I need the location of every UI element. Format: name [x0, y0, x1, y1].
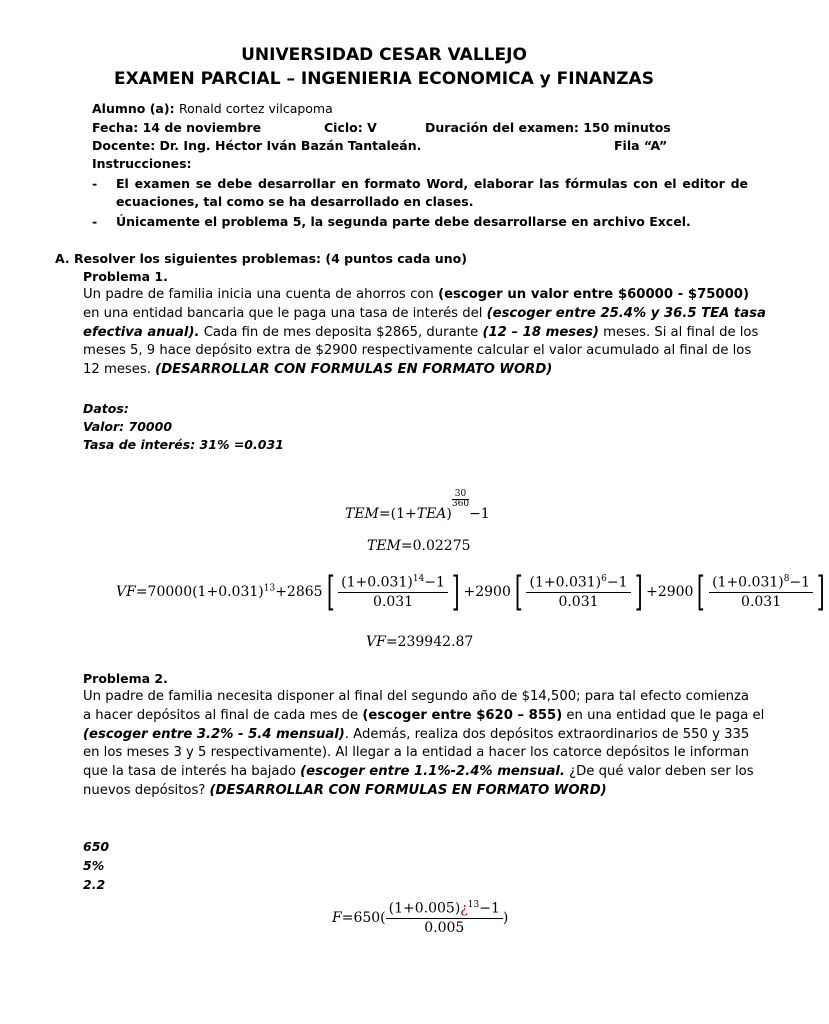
statement-text: (escoger un valor entre $60000 - $75000): [438, 287, 749, 302]
data-value: Valor: 70000: [83, 419, 173, 434]
statement-text: en una entidad bancaria que le paga una tasa de interés del: [83, 305, 487, 321]
statement-text: (DESARROLLAR CON FORMULAS EN FORMATO WORD): [155, 362, 553, 378]
equation-f: F=650( $\frac{(1+0.005)¿^{13}-1}{0.005}$ ): [332, 900, 509, 936]
instruction-item: El examen se debe desarrollar en formato Word, elaborar las fórmulas con el editor de ecuaciones, tal como se ha desarrollado en clases.: [116, 176, 748, 209]
statement-text: en los meses 3 y 5 respectivamente). Al llegar a la entidad a hacer los catorce depósitos le informan: [83, 745, 749, 761]
instruction-bullet: -: [92, 176, 98, 191]
statement-text: Un padre de familia inicia una cuenta de ahorros con: [83, 287, 439, 302]
statement-text: (escoger entre 3.2% - 5.4 mensual): [83, 726, 345, 742]
statement-line: [83, 361, 749, 380]
statement-text: ¿De qué valor deben ser los: [564, 764, 754, 780]
statement-line: [83, 286, 749, 305]
statement-text: Un padre de familia necesita disponer al final del segundo año de $14,500; para tal efecto comienza: [83, 689, 749, 704]
statement-text: (12 – 18 meses): [482, 324, 599, 340]
university-title: UNIVERSIDAD CESAR VALLEJO: [241, 45, 527, 65]
problem2-statement: [83, 688, 765, 801]
statement-text: nuevos depósitos?: [83, 782, 210, 798]
statement-text: meses. Si al final de los: [598, 324, 759, 340]
statement-line: [83, 305, 766, 324]
instructions-heading: Instrucciones:: [92, 156, 192, 171]
statement-line: [83, 707, 765, 726]
problem2-title: Problema 2.: [83, 671, 168, 686]
statement-text: (DESARROLLAR CON FORMULAS EN FORMATO WORD): [209, 782, 607, 798]
answer-value: 5%: [83, 858, 105, 873]
statement-text: . Además, realiza dos depósitos extraordinarios de 550 y 335: [344, 726, 750, 742]
equation-vf: $VF=70000(1+0.031)^{13}+2865$[ $\frac{(1+0.031)^{14}-1}{0.031}$ ] +2900[ $\frac{(1+0.031)^6-1}{0.031}$ ] +2900[ $\frac{(1+0.031)^8-1}{0.031}$ ]: [116, 569, 825, 615]
instruction-bullet: -: [92, 214, 98, 229]
equation-tem-value: TEM=0.02275: [367, 538, 471, 554]
row-label: Fila “A”: [614, 138, 668, 153]
cycle-label: Ciclo: V: [324, 120, 377, 135]
statement-text: meses 5, 9 hace depósito extra de $2900 respectivamente calcular el valor acumulado al final de los: [83, 343, 752, 359]
equation-tem: TEM=(1+TEA) $\frac{30}{360}$ −1: [345, 489, 490, 522]
problem1-title: Problema 1.: [83, 269, 168, 284]
equation-vf-value: VF=239942.87: [366, 634, 474, 650]
statement-line: [83, 324, 759, 343]
duration-label: Duración del examen: 150 minutos: [425, 120, 671, 135]
statement-text: (escoger entre 1.1%-2.4% mensual.: [300, 764, 565, 780]
data-rate: Tasa de interés: 31% =0.031: [83, 437, 284, 452]
statement-text: (escoger entre 25.4% y 36.5 TEA tasa: [486, 305, 766, 321]
teacher-label: Docente: Dr. Ing. Héctor Iván Bazán Tantaleán.: [92, 138, 422, 153]
statement-line: [83, 763, 754, 782]
statement-line: [83, 342, 752, 361]
answer-value: 650: [83, 839, 110, 854]
problem1-statement: [83, 286, 766, 380]
answer-value: 2.2: [83, 877, 106, 892]
statement-text: 12 meses.: [83, 362, 156, 378]
statement-line: [83, 782, 749, 801]
date-label: Fecha: 14 de noviembre: [92, 120, 262, 135]
student-name: Ronald cortez vilcapoma: [178, 101, 333, 116]
statement-line: [83, 726, 749, 745]
instruction-item: Únicamente el problema 5, la segunda parte debe desarrollarse en archivo Excel.: [116, 214, 691, 229]
exam-title: EXAMEN PARCIAL – INGENIERIA ECONOMICA y FINANZAS: [114, 69, 654, 89]
statement-text: en una entidad que le paga el: [562, 707, 765, 723]
statement-text: Cada fin de mes deposita $2865, durante: [199, 324, 483, 340]
data-heading: Datos:: [83, 401, 129, 416]
statement-line: [83, 688, 749, 707]
statement-text: a hacer depósitos al final de cada mes de: [83, 707, 363, 723]
student-label: Alumno (a): Ronald cortez vilcapoma: [92, 101, 333, 116]
statement-line: [83, 744, 749, 763]
section-a-heading: A. Resolver los siguientes problemas: (4 puntos cada uno): [55, 251, 467, 266]
statement-text: (escoger entre $620 – 855): [362, 707, 563, 723]
statement-text: que la tasa de interés ha bajado: [83, 764, 301, 780]
statement-text: efectiva anual).: [83, 324, 200, 340]
